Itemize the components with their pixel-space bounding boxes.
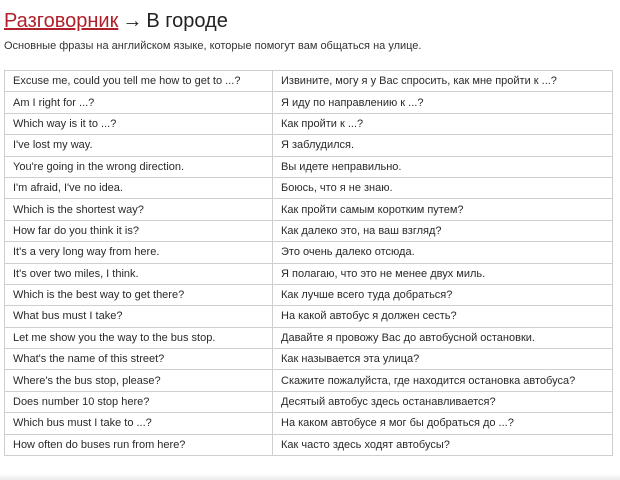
table-row bbox=[5, 391, 613, 412]
russian-translation-cell: Я заблудился. bbox=[273, 135, 613, 156]
table-row bbox=[5, 306, 613, 327]
table-row bbox=[5, 220, 613, 241]
russian-translation-cell: На какой автобус я должен сесть? bbox=[273, 306, 613, 327]
english-phrase-cell: Where's the bus stop, please? bbox=[5, 370, 273, 391]
breadcrumb-link-phrasebook[interactable]: Разговорник bbox=[4, 10, 119, 32]
russian-translation-cell: На каком автобусе я мог бы добраться до ...? bbox=[273, 413, 613, 434]
table-row bbox=[5, 413, 613, 434]
english-phrase-cell: Am I right for ...? bbox=[5, 92, 273, 113]
phrase-table-body bbox=[5, 71, 613, 456]
table-row bbox=[5, 284, 613, 305]
english-phrase-cell: I'm afraid, I've no idea. bbox=[5, 177, 273, 198]
english-phrase-cell: What's the name of this street? bbox=[5, 349, 273, 370]
english-phrase-cell: Which bus must I take to ...? bbox=[5, 413, 273, 434]
russian-translation-cell: Скажите пожалуйста, где находится остановка автобуса? bbox=[273, 370, 613, 391]
table-row bbox=[5, 242, 613, 263]
english-phrase-cell: How far do you think it is? bbox=[5, 220, 273, 241]
russian-translation-cell: Боюсь, что я не знаю. bbox=[273, 177, 613, 198]
russian-translation-cell: Как лучше всего туда добраться? bbox=[273, 284, 613, 305]
russian-translation-cell: Я иду по направлению к ...? bbox=[273, 92, 613, 113]
english-phrase-cell: Which is the shortest way? bbox=[5, 199, 273, 220]
russian-translation-cell: Десятый автобус здесь останавливается? bbox=[273, 391, 613, 412]
english-phrase-cell: You're going in the wrong direction. bbox=[5, 156, 273, 177]
table-row bbox=[5, 434, 613, 455]
table-row bbox=[5, 349, 613, 370]
russian-translation-cell: Как пройти к ...? bbox=[273, 113, 613, 134]
russian-translation-cell: Как пройти самым коротким путем? bbox=[273, 199, 613, 220]
table-row bbox=[5, 370, 613, 391]
bottom-divider bbox=[0, 474, 620, 480]
table-row bbox=[5, 177, 613, 198]
table-row bbox=[5, 327, 613, 348]
russian-translation-cell: Я полагаю, что это не менее двух миль. bbox=[273, 263, 613, 284]
russian-translation-cell: Это очень далеко отсюда. bbox=[273, 242, 613, 263]
english-phrase-cell: Which way is it to ...? bbox=[5, 113, 273, 134]
russian-translation-cell: Как называется эта улица? bbox=[273, 349, 613, 370]
english-phrase-cell: How often do buses run from here? bbox=[5, 434, 273, 455]
russian-translation-cell: Извините, могу я у Вас спросить, как мне пройти к ...? bbox=[273, 71, 613, 92]
phrase-table bbox=[4, 70, 613, 456]
table-row bbox=[5, 71, 613, 92]
table-row bbox=[5, 263, 613, 284]
english-phrase-cell: Let me show you the way to the bus stop. bbox=[5, 327, 273, 348]
page-title: В городе bbox=[146, 10, 228, 32]
breadcrumb-arrow-icon: → bbox=[122, 10, 143, 32]
english-phrase-cell: Which is the best way to get there? bbox=[5, 284, 273, 305]
english-phrase-cell: Does number 10 stop here? bbox=[5, 391, 273, 412]
english-phrase-cell: Excuse me, could you tell me how to get to ...? bbox=[5, 71, 273, 92]
english-phrase-cell: What bus must I take? bbox=[5, 306, 273, 327]
russian-translation-cell: Давайте я провожу Вас до автобусной остановки. bbox=[273, 327, 613, 348]
table-row bbox=[5, 156, 613, 177]
table-row bbox=[5, 92, 613, 113]
english-phrase-cell: It's a very long way from here. bbox=[5, 242, 273, 263]
english-phrase-cell: It's over two miles, I think. bbox=[5, 263, 273, 284]
page-subtitle: Основные фразы на английском языке, которые помогут вам общаться на улице. bbox=[4, 40, 422, 52]
russian-translation-cell: Как часто здесь ходят автобусы? bbox=[273, 434, 613, 455]
russian-translation-cell: Вы идете неправильно. bbox=[273, 156, 613, 177]
table-row bbox=[5, 113, 613, 134]
table-row bbox=[5, 135, 613, 156]
page-header bbox=[4, 8, 228, 34]
russian-translation-cell: Как далеко это, на ваш взгляд? bbox=[273, 220, 613, 241]
english-phrase-cell: I've lost my way. bbox=[5, 135, 273, 156]
table-row bbox=[5, 199, 613, 220]
